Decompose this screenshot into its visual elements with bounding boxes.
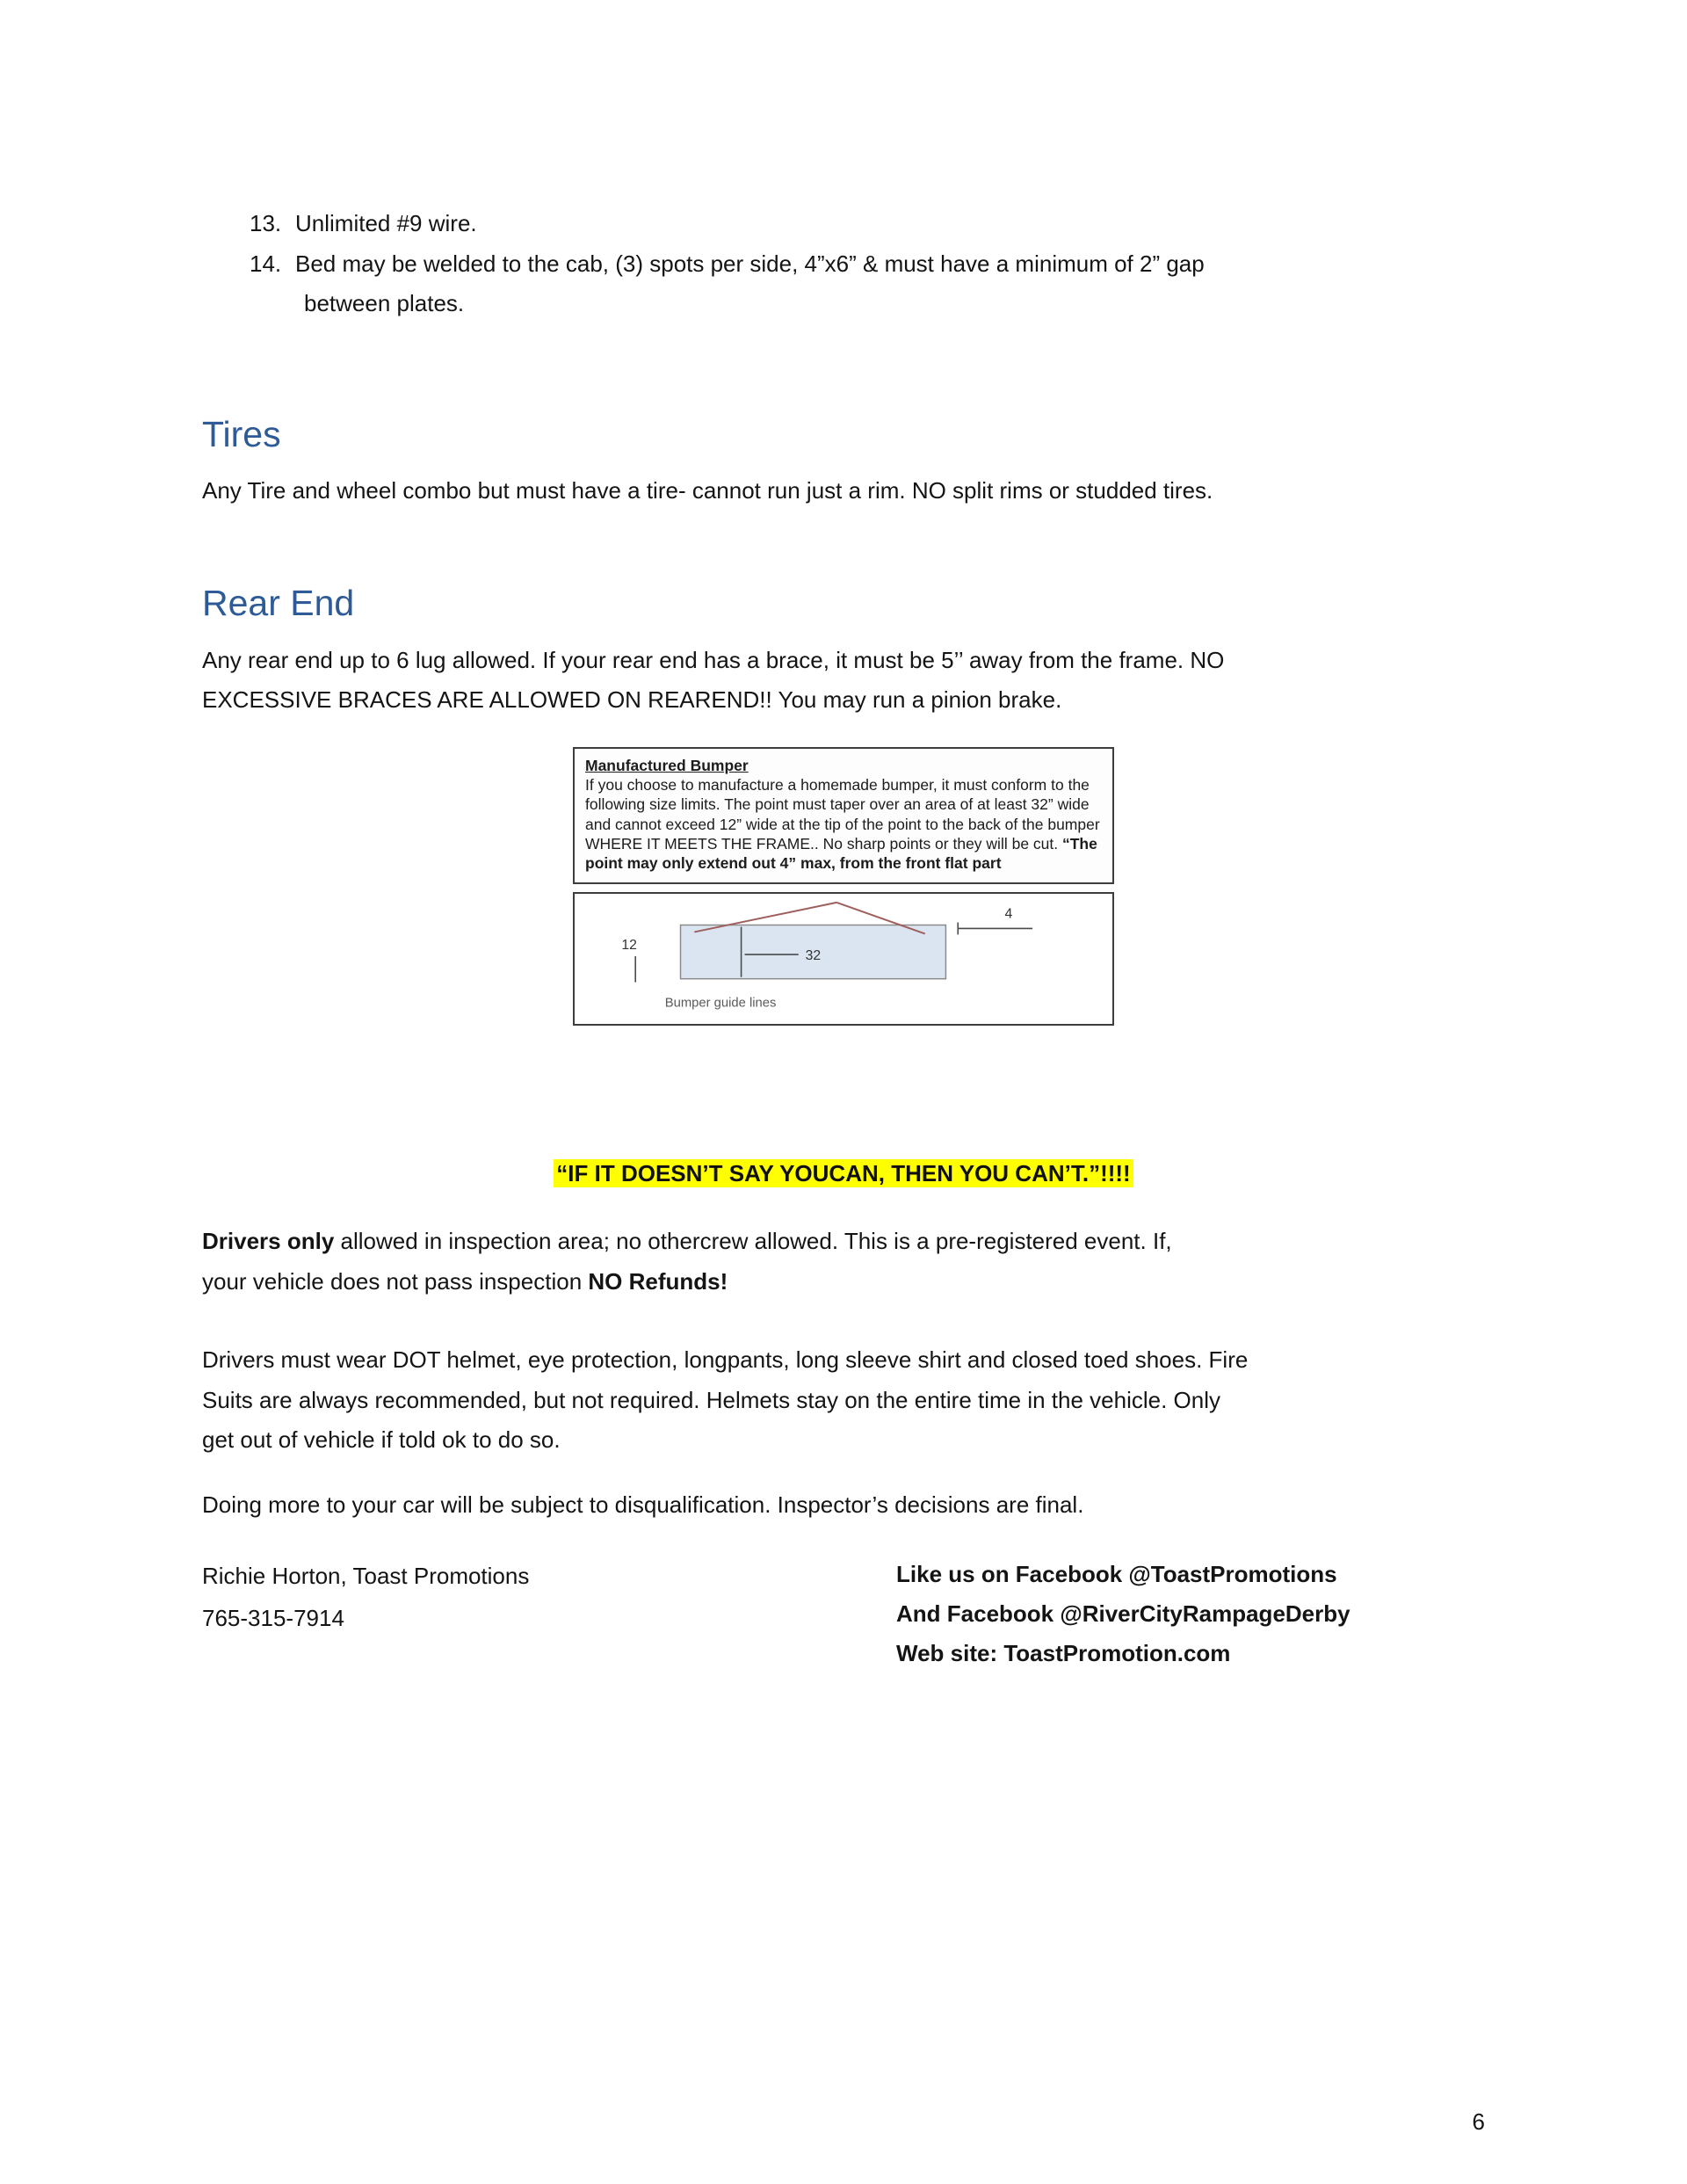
safety-line-3: get out of vehicle if told ok to do so. <box>202 1426 561 1454</box>
contact-right-column <box>896 1555 1485 1672</box>
inspection-bold-no-refunds: NO Refunds! <box>588 1267 728 1295</box>
contact-name: Richie Horton, Toast Promotions <box>202 1563 530 1590</box>
rear-end-line-2: EXCESSIVE BRACES ARE ALLOWED ON REAREND!! You may run a pinion brake. <box>202 686 1062 713</box>
social-line-facebook: Like us on Facebook @ToastPromotions <box>896 1561 1337 1588</box>
rule-14-line-1: Bed may be welded to the cab, (3) spots per side, 4”x6” & must have a minimum of 2” gap <box>295 250 1205 277</box>
dim-12-label: 12 <box>621 937 637 953</box>
rule-item-14 <box>250 244 1485 324</box>
highlight-banner <box>202 1154 1485 1194</box>
highlight-banner-text: “IF IT DOESN’T SAY YOUCAN, THEN YOU CAN’T.”!!!! <box>554 1159 1133 1187</box>
rule-14-text <box>295 244 1485 324</box>
rule-14-line-2: between plates. <box>304 290 465 316</box>
bumper-figure-body-bold: “The point may only extend out 4” max, from the front flat part <box>585 835 1097 873</box>
rear-end-body <box>202 641 1485 721</box>
inspection-text-1: allowed in inspection area; no othercrew allowed. This is a pre-registered event. If, <box>334 1228 1172 1255</box>
contact-phone: 765-315-7914 <box>202 1605 344 1632</box>
tires-body: Any Tire and wheel combo but must have a tire- cannot run just a rim. NO split rims or studded tires. <box>202 476 1213 504</box>
rule-14-number: 14. <box>250 250 282 277</box>
safety-paragraph <box>202 1340 1485 1461</box>
bumper-diagram-drawing <box>575 894 1112 1024</box>
page-number: 6 <box>1472 2108 1485 2135</box>
inspection-text-2: your vehicle does not pass inspection <box>202 1267 589 1295</box>
inspection-paragraph <box>202 1222 1485 1302</box>
safety-line-1: Drivers must wear DOT helmet, eye protection, longpants, long sleeve shirt and closed toed shoes. Fire <box>202 1346 1249 1374</box>
bumper-figure <box>573 747 1114 1026</box>
rules-list <box>250 204 1485 324</box>
disqualification-paragraph: Doing more to your car will be subject to disqualification. Inspector’s decisions are final. <box>202 1491 1084 1518</box>
rear-end-line-1: Any rear end up to 6 lug allowed. If your rear end has a brace, it must be 5’’ away from the frame. NO <box>202 646 1225 673</box>
dim-4-label: 4 <box>1004 906 1013 922</box>
tires-heading: Tires <box>202 413 281 454</box>
rule-13-number: 13. <box>250 210 282 236</box>
social-line-website: Web site: ToastPromotion.com <box>896 1639 1231 1666</box>
contact-section <box>202 1555 1485 1672</box>
rule-13-text: Unlimited #9 wire. <box>295 210 477 236</box>
bumper-diagram <box>573 892 1114 1026</box>
safety-line-2: Suits are always recommended, but not required. Helmets stay on the entire time in the vehicle. Only <box>202 1386 1221 1413</box>
bumper-diagram-caption: Bumper guide lines <box>664 996 777 1011</box>
bumper-figure-textbox <box>573 747 1114 884</box>
rule-item-13 <box>250 204 1485 244</box>
bumper-figure-body: If you choose to manufacture a homemade bumper, it must conform to the following size limits. The point must taper over an area of at least 32” wide and cannot exceed 12” wide at the tip of the point to the back of the bumper WHERE IT MEETS THE FRAME.. No sharp points or they will be cut. <box>585 775 1100 853</box>
rear-end-heading: Rear End <box>202 583 355 624</box>
dim-32-label: 32 <box>805 947 822 963</box>
social-line-facebook-2: And Facebook @RiverCityRampageDerby <box>896 1600 1350 1628</box>
contact-left-column <box>202 1555 896 1672</box>
inspection-bold-drivers-only: Drivers only <box>202 1228 335 1255</box>
bumper-figure-title: Manufactured Bumper <box>585 756 749 774</box>
